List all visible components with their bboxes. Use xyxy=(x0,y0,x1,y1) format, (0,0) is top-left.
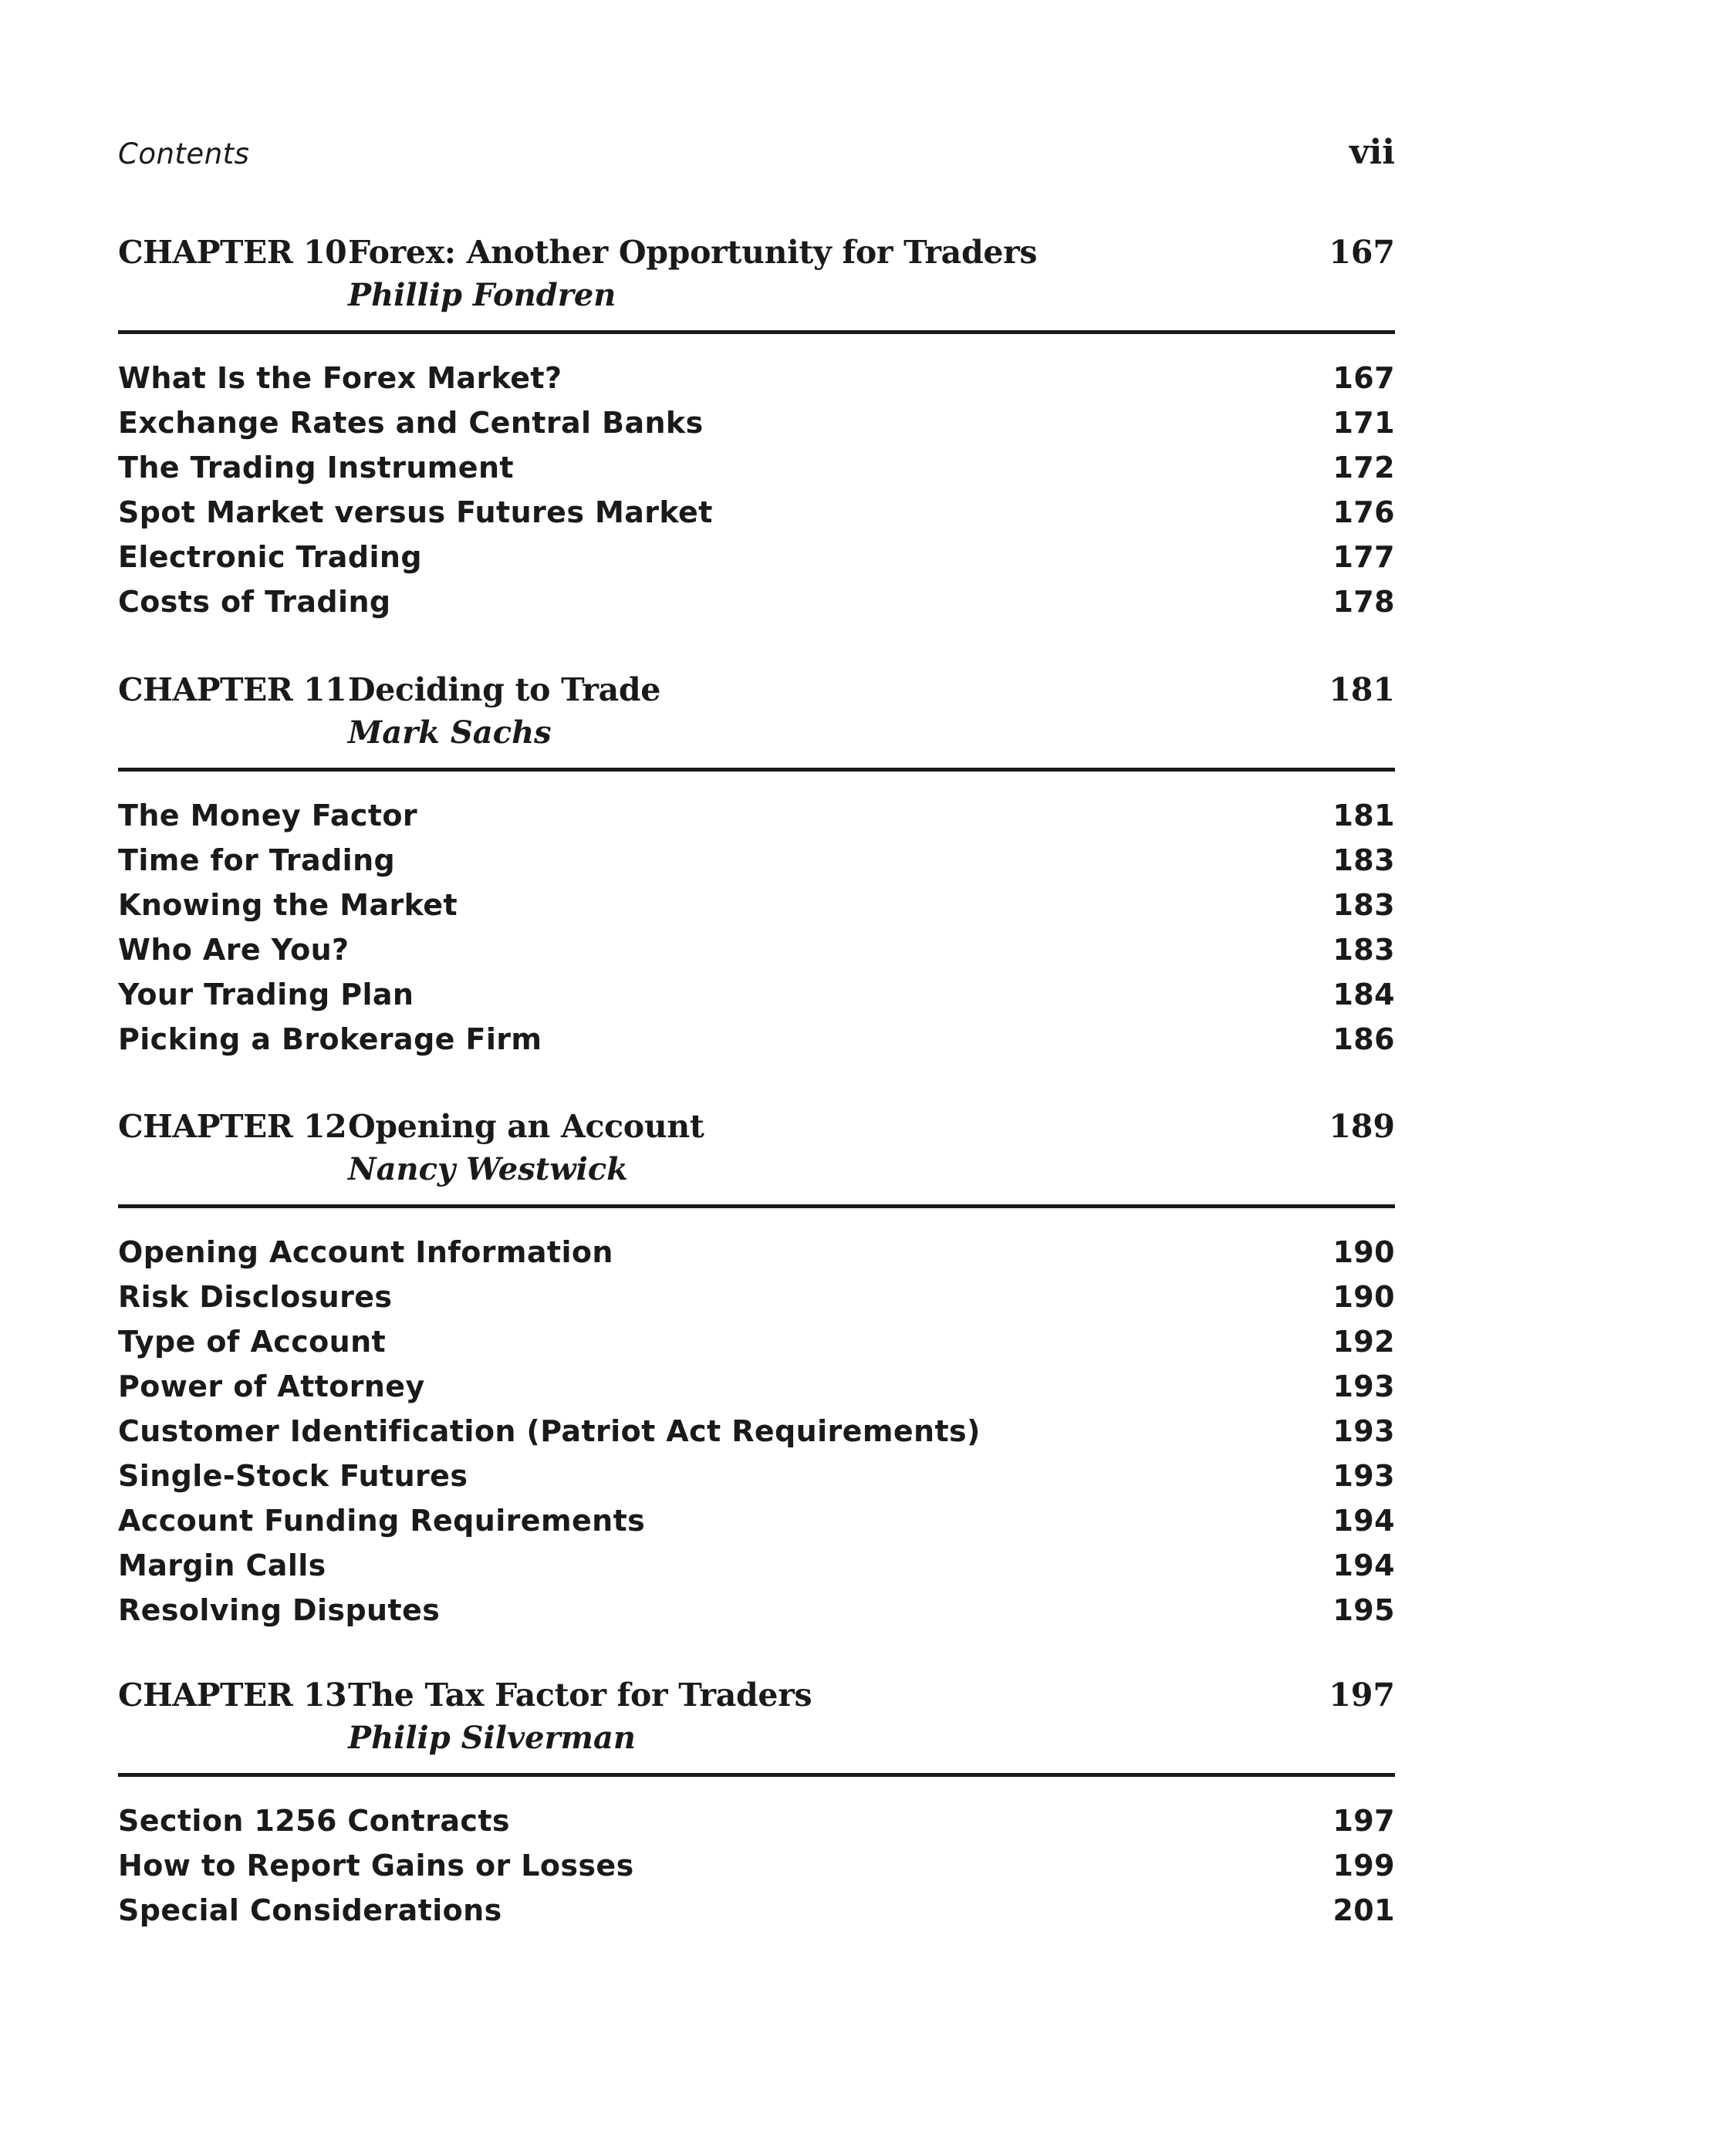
toc-entry[interactable] xyxy=(118,1454,1395,1498)
page-folio: vii xyxy=(1349,133,1395,172)
chapter-author: Philip Silverman xyxy=(348,1720,637,1756)
toc-entry[interactable] xyxy=(118,356,1395,400)
entry-page: 177 xyxy=(1332,540,1395,574)
entry-title: Knowing the Market xyxy=(118,888,458,922)
entry-page: 167 xyxy=(1332,361,1395,395)
entry-page: 171 xyxy=(1332,406,1395,440)
chapter-title: Opening an Account xyxy=(348,1108,704,1145)
chapter-heading[interactable] xyxy=(118,671,1395,772)
toc-entry[interactable] xyxy=(118,535,1395,579)
chapter-heading[interactable] xyxy=(118,1108,1395,1208)
toc-entry[interactable] xyxy=(118,927,1395,972)
entry-page: 193 xyxy=(1332,1414,1395,1448)
toc-entry[interactable] xyxy=(118,1364,1395,1409)
chapter-number: CHAPTER 13 xyxy=(118,1677,347,1714)
toc-entry[interactable] xyxy=(118,1230,1395,1275)
entry-page: 183 xyxy=(1332,843,1395,877)
chapter-number: CHAPTER 10 xyxy=(118,234,347,271)
chapter-10 xyxy=(118,234,1395,624)
entry-title: What Is the Forex Market? xyxy=(118,361,562,395)
chapter-heading[interactable] xyxy=(118,1677,1395,1777)
entry-title: Type of Account xyxy=(118,1325,387,1359)
toc-entry[interactable] xyxy=(118,1498,1395,1543)
toc-entry[interactable] xyxy=(118,579,1395,624)
entry-title: Power of Attorney xyxy=(118,1369,425,1403)
entry-title: Resolving Disputes xyxy=(118,1593,441,1627)
entry-title: Customer Identification (Patriot Act Requirements) xyxy=(118,1414,981,1448)
entry-title: The Trading Instrument xyxy=(118,451,514,485)
entry-page: 186 xyxy=(1332,1022,1395,1056)
entry-title: Single-Stock Futures xyxy=(118,1459,468,1493)
entry-page: 192 xyxy=(1332,1325,1395,1359)
entry-page: 201 xyxy=(1332,1893,1395,1927)
entry-page: 176 xyxy=(1332,495,1395,529)
toc-entry[interactable] xyxy=(118,490,1395,535)
entry-page: 194 xyxy=(1332,1504,1395,1538)
entry-page: 172 xyxy=(1332,451,1395,485)
running-head xyxy=(118,133,1395,184)
entry-title: Section 1256 Contracts xyxy=(118,1804,510,1838)
entry-page: 178 xyxy=(1332,585,1395,619)
entry-page: 193 xyxy=(1332,1369,1395,1403)
toc-entry[interactable] xyxy=(118,1017,1395,1062)
toc-page xyxy=(118,0,1395,2141)
entry-page: 183 xyxy=(1332,888,1395,922)
entry-title: Account Funding Requirements xyxy=(118,1504,646,1538)
toc-entry[interactable] xyxy=(118,972,1395,1017)
entry-title: Who Are You? xyxy=(118,933,350,967)
toc-entry[interactable] xyxy=(118,1588,1395,1633)
toc-entry[interactable] xyxy=(118,1888,1395,1933)
section-list xyxy=(118,1208,1395,1633)
toc-entry[interactable] xyxy=(118,1409,1395,1454)
entry-title: Picking a Brokerage Firm xyxy=(118,1022,542,1056)
toc-entry[interactable] xyxy=(118,1798,1395,1843)
toc-entry[interactable] xyxy=(118,400,1395,445)
entry-page: 193 xyxy=(1332,1459,1395,1493)
entry-title: Spot Market versus Futures Market xyxy=(118,495,713,529)
entry-page: 194 xyxy=(1332,1548,1395,1582)
chapter-page: 181 xyxy=(1329,671,1395,708)
chapter-title: Deciding to Trade xyxy=(348,671,661,708)
entry-title: The Money Factor xyxy=(118,799,418,832)
chapter-11 xyxy=(118,671,1395,1062)
chapter-author: Phillip Fondren xyxy=(348,277,616,313)
chapter-author: Mark Sachs xyxy=(348,714,552,751)
entry-title: Margin Calls xyxy=(118,1548,326,1582)
chapter-12 xyxy=(118,1108,1395,1633)
entry-title: Risk Disclosures xyxy=(118,1280,393,1314)
running-head-label: Contents xyxy=(118,137,250,171)
toc-entry[interactable] xyxy=(118,1319,1395,1364)
chapter-page: 197 xyxy=(1329,1677,1395,1714)
entry-page: 184 xyxy=(1332,978,1395,1011)
chapter-13 xyxy=(118,1677,1395,1933)
entry-title: Special Considerations xyxy=(118,1893,502,1927)
entry-title: Costs of Trading xyxy=(118,585,391,619)
entry-page: 190 xyxy=(1332,1235,1395,1269)
section-list xyxy=(118,334,1395,624)
entry-title: Opening Account Information xyxy=(118,1235,613,1269)
section-list xyxy=(118,1777,1395,1933)
entry-page: 195 xyxy=(1332,1593,1395,1627)
chapter-number: CHAPTER 11 xyxy=(118,671,347,708)
chapter-number: CHAPTER 12 xyxy=(118,1108,347,1145)
entry-title: Time for Trading xyxy=(118,843,396,877)
toc-entry[interactable] xyxy=(118,838,1395,883)
chapter-heading[interactable] xyxy=(118,234,1395,334)
toc-entry[interactable] xyxy=(118,1843,1395,1888)
toc-entry[interactable] xyxy=(118,883,1395,927)
section-list xyxy=(118,772,1395,1062)
toc-entry[interactable] xyxy=(118,445,1395,490)
toc-entry[interactable] xyxy=(118,793,1395,838)
entry-page: 190 xyxy=(1332,1280,1395,1314)
entry-page: 197 xyxy=(1332,1804,1395,1838)
entry-page: 183 xyxy=(1332,933,1395,967)
chapter-title: The Tax Factor for Traders xyxy=(348,1677,812,1714)
chapter-author: Nancy Westwick xyxy=(348,1151,628,1187)
toc-entry[interactable] xyxy=(118,1275,1395,1319)
entry-title: How to Report Gains or Losses xyxy=(118,1849,634,1883)
entry-title: Your Trading Plan xyxy=(118,978,414,1011)
toc-entry[interactable] xyxy=(118,1543,1395,1588)
chapter-title: Forex: Another Opportunity for Traders xyxy=(348,234,1038,271)
chapter-page: 167 xyxy=(1329,234,1395,271)
chapter-page: 189 xyxy=(1329,1108,1395,1145)
entry-page: 181 xyxy=(1332,799,1395,832)
entry-title: Exchange Rates and Central Banks xyxy=(118,406,704,440)
entry-page: 199 xyxy=(1332,1849,1395,1883)
entry-title: Electronic Trading xyxy=(118,540,422,574)
